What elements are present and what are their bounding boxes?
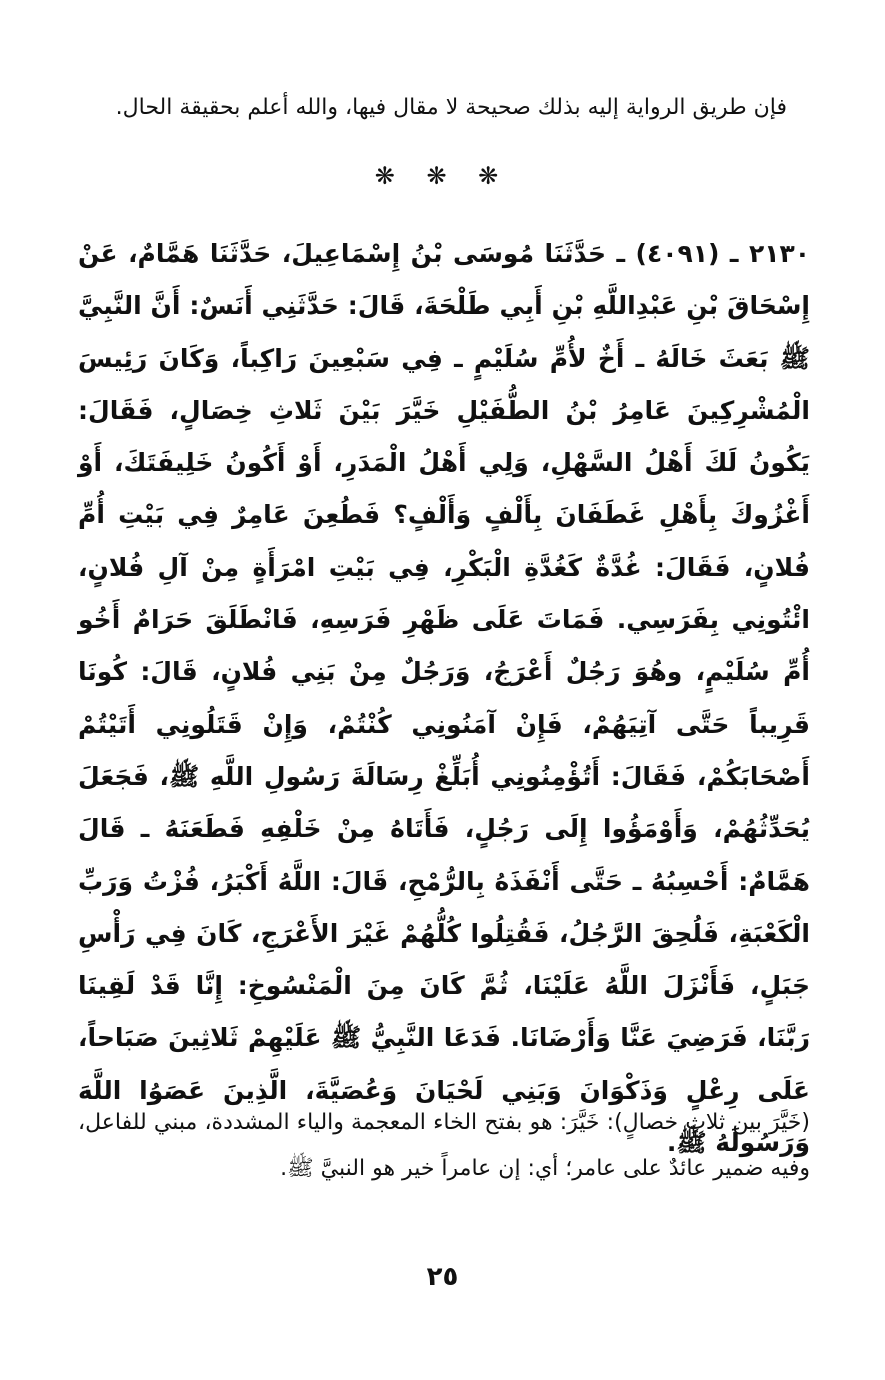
section-separator: ❋ ❋ ❋ [374,162,511,190]
page-number: ٢٥ [426,1262,459,1292]
hadith-text: ٢١٣٠ ـ (٤٠٩١) ـ حَدَّثَنَا مُوسَى بْنُ إِسْمَاعِيلَ، حَدَّثَنَا هَمَّامٌ، عَنْ إِسْحَاقَ بْنِ عَبْدِاللَّهِ بْنِ أَبِي طَلْحَةَ، قَالَ: حَدَّثَنِي أَنَسٌ: أَنَّ النَّبِيَّ ﷺ بَعَثَ خَالَهُ ـ أَخٌ لأُمِّ سُلَيْمٍ ـ فِي سَبْعِينَ رَاكِباً، وَكَانَ رَئِيسَ الْمُشْرِكِينَ عَامِرُ بْنُ الطُّفَيْلِ خَيَّرَ بَيْنَ ثَلاثِ خِصَالٍ، فَقَالَ: يَكُونُ لَكَ أَهْلُ السَّهْلِ، وَلِي أَهْلُ الْمَدَرِ، أَوْ أَكُونُ خَلِيفَتَكَ، أَوْ أَغْزُوكَ بِأَهْلِ غَطَفَانَ بِأَلْفٍ وَأَلْفٍ؟ فَطُعِنَ عَامِرٌ فِي بَيْتِ أُمِّ فُلانٍ، فَقَالَ: غُدَّةٌ كَغُدَّةِ الْبَكْرِ، فِي بَيْتِ امْرَأَةٍ مِنْ آلِ فُلانٍ، ائْتُونِي بِفَرَسِي. فَمَاتَ عَلَى ظَهْرِ فَرَسِهِ، فَانْطَلَقَ حَرَامٌ أَخُو أُمِّ سُلَيْمٍ، وهُوَ رَجُلٌ أَعْرَجُ، وَرَجُلٌ مِنْ بَنِي فُلانٍ، قَالَ: كُونَا قَرِيباً حَتَّى آتِيَهُمْ، فَإِنْ آمَنُونِي كُنْتُمْ، وَإِنْ قَتَلُونِي أَتَيْتُمْ أَصْحَابَكُمْ، فَقَالَ: أَتُؤْمِنُونِي أُبَلِّغْ رِسَالَةَ رَسُولِ اللَّهِ ﷺ، فَجَعَلَ يُحَدِّثُهُمْ، وَأَوْمَؤُوا إِلَى رَجُلٍ، فَأَتَاهُ مِنْ خَلْفِهِ فَطَعَنَهُ ـ قَالَ هَمَّامٌ: أَحْسِبُهُ ـ حَتَّى أَنْفَذَهُ بِالرُّمْحِ، قَالَ: اللَّهُ أَكْبَرُ، فُزْتُ وَرَبِّ الْكَعْبَةِ، فَلُحِقَ الرَّجُلُ، فَقُتِلُوا كُلُّهُمْ غَيْرَ الأَعْرَجِ، كَانَ فِي رَأْسِ جَبَلٍ، فَأَنْزَلَ اللَّهُ عَلَيْنَا، ثُمَّ كَانَ مِنَ الْمَنْسُوخِ: إِنَّا قَدْ لَقِينَا رَبَّنَا، فَرَضِيَ عَنَّا وَأَرْضَانَا. فَدَعَا النَّبِيُّ ﷺ عَلَيْهِمْ ثَلاثِينَ صَبَاحاً، عَلَى رِعْلٍ وَذَكْوَانَ وَبَنِي لَحْيَانَ وَعُصَيَّةَ، الَّذِينَ عَصَوُا اللَّهَ وَرَسُولَهُ ﷺ. [78,239,810,1158]
intro-paragraph: فإن طريق الرواية إليه بذلك صحيحة لا مقال فيها، والله أعلم بحقيقة الحال. [115,95,787,120]
commentary-note: (خَيَّرَ بين ثلاثِ خصالٍ): خَيَّرَ: هو بفتح الخاء المعجمة والياء المشددة، مبني للفاعل، وفيه ضمير عائدٌ على عامر؛ أي: إن عامراً خير هو النبيَّ ﷺ. [78,1110,810,1181]
